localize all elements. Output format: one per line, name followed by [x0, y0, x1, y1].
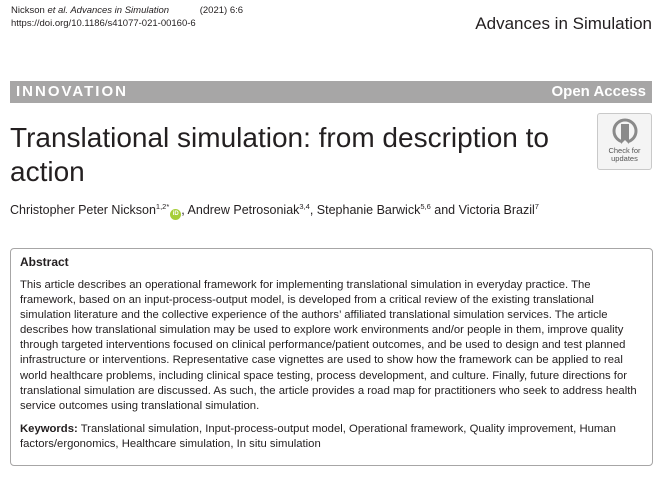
article-category: INNOVATION [16, 83, 128, 100]
category-bar [10, 81, 652, 103]
abstract-heading: Abstract [20, 255, 69, 269]
author-affiliation: 3,4 [299, 202, 310, 211]
orcid-icon[interactable]: iD [170, 209, 181, 220]
check-updates-line1: Check for [608, 146, 641, 155]
abstract-box [10, 248, 653, 466]
author-name: Christopher Peter Nickson [10, 203, 156, 217]
author-name: Stephanie Barwick [316, 203, 421, 217]
citation-year: (2021) 6:6 [199, 5, 244, 16]
doi-link[interactable]: https://doi.org/10.1186/s41077-021-00160-6 [11, 17, 196, 29]
author-affiliation: 7 [534, 202, 539, 211]
article-title: Translational simulation: from description to action [10, 122, 549, 187]
author-name: Andrew Petrosoniak [187, 203, 300, 217]
abstract-text: This article describes an operational framework for implementing translational simulation in everyday practice. The framework, based on an input-process-output model, is developed from a critical review of the existing translational simulation literature and the collective experience of the authors’ affiliated translational simulation services. The article describes how translational simulation may be used to explore work environments and/or people in them, improve quality through targeted interventions focused on clinical performance/patient outcomes, and be used to design and test planned infrastructure or interventions. Representative case vignettes are used to show how the framework can be applied to real world healthcare problems, including clinical space testing, process development, and culture. Finally, future directions for translational simulation are discussed. As such, the article provides a road map for practitioners who seek to address health service outcomes using translational simulation. [20, 279, 637, 412]
citation-line [11, 5, 243, 18]
author-separator: and [430, 203, 459, 217]
citation-author: Nickson [11, 5, 48, 16]
check-updates-icon [612, 118, 638, 146]
author-list [10, 202, 539, 220]
citation-block [11, 5, 243, 30]
author-separator: , [309, 203, 317, 217]
citation-journal: et al. Advances in Simulation [47, 5, 170, 16]
author-name: Victoria Brazil [458, 203, 535, 217]
keywords-label: Keywords: [20, 422, 78, 435]
author-affiliation: 5,6 [420, 202, 431, 211]
journal-name: Advances in Simulation [475, 14, 652, 33]
keywords [20, 422, 644, 452]
author-affiliation: 1,2* [155, 202, 170, 211]
check-updates-line2: updates [611, 154, 638, 163]
open-access-label: Open Access [551, 83, 646, 100]
keywords-list: Translational simulation, Input-process-output model, Operational framework, Quality improvement, Human factors/ergonomics, Healthcare simulation, In situ simulation [20, 422, 616, 450]
check-for-updates-button[interactable] [597, 113, 652, 170]
author-separator: , [181, 203, 188, 217]
